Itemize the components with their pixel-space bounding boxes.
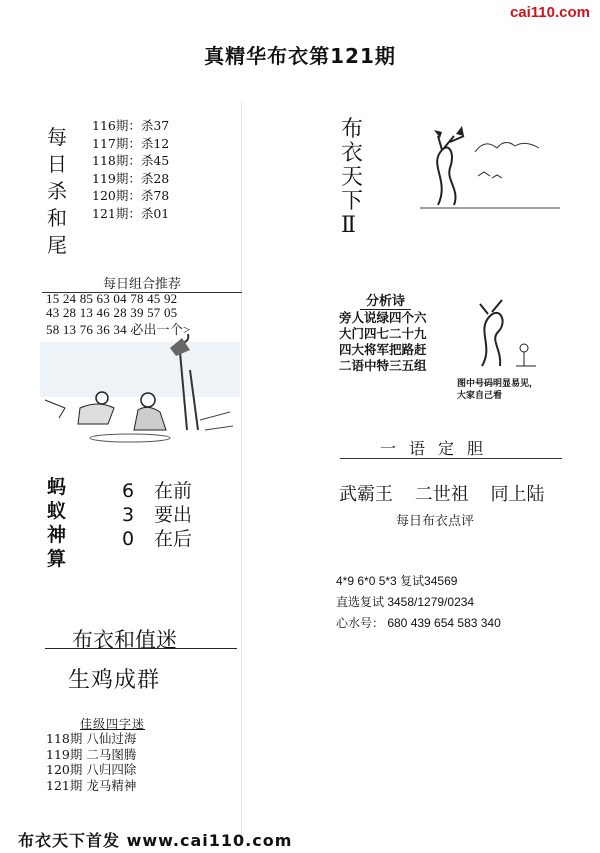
fushi-row: 直选复试 3458/1279/0234 [336, 595, 475, 609]
kill-row: 120期：杀78 [92, 188, 170, 203]
poem-line: 四大将军把路赶 [339, 342, 427, 357]
footer-banner[interactable]: 布衣天下首发 www.cai110.com [18, 831, 293, 850]
kill-label-char: 和 [47, 206, 67, 230]
riddle-title: 佳级四字迷 [80, 717, 146, 731]
daily-review-title: 每日布衣点评 [396, 514, 475, 529]
dingdan-row [339, 480, 560, 506]
kill-row: 119期：杀28 [92, 170, 170, 186]
ant-label-char: 蚂 [47, 476, 67, 498]
ant-label-char: 蚁 [47, 500, 67, 522]
poem-lines [339, 310, 427, 374]
riddle-row: 118期 八仙过海 [46, 731, 137, 746]
ant-label-char: 神 [47, 524, 67, 546]
combo-row: 15 24 85 63 04 78 45 92 [46, 291, 178, 306]
yiyu-divider [340, 458, 562, 459]
kill-row: 118期：杀45 [92, 153, 170, 168]
ant-row [122, 524, 192, 551]
combo-row: 43 28 13 46 28 39 57 05 [46, 305, 178, 320]
ant-num: 6 [122, 480, 135, 502]
hezhi-answer: 生鸡成群 [68, 668, 161, 693]
kill-label [47, 124, 67, 259]
kill-label-char: 杀 [47, 179, 67, 203]
column-divider [241, 100, 242, 835]
ant-num: 3 [122, 504, 135, 526]
kill-list [92, 117, 169, 222]
ant-label-char: 算 [47, 548, 67, 570]
kill-row: 116期：杀37 [92, 118, 170, 133]
riddle-list [46, 731, 136, 793]
riddle-row: 120期 八归四除 [46, 762, 137, 777]
kill-row: 117期：杀12 [92, 135, 170, 151]
combo-title: 每日组合推荐 [42, 273, 242, 293]
dingdan-item: 二世祖 [414, 484, 469, 505]
picture-note [457, 378, 538, 402]
buyi-vertical-title [341, 118, 363, 238]
kill-label-char: 尾 [47, 233, 67, 257]
poem-title: 分析诗 [360, 290, 411, 310]
ant-text: 在前 [154, 480, 193, 502]
picture-note-line: 大家自己看 [457, 391, 503, 401]
vertical-char: 衣 [341, 141, 364, 166]
kill-row: 121期：杀01 [92, 205, 170, 221]
ant-num: 0 [122, 528, 135, 550]
poem-line: 旁人说绿四个六 [339, 310, 427, 325]
poem-line: 大门四七二十九 [339, 326, 427, 341]
number-sketch [462, 296, 557, 371]
combo-row: 58 13 76 36 34 必出一个> [46, 322, 191, 337]
vertical-char: 天 [341, 165, 364, 190]
site-watermark[interactable]: cai110.com [509, 4, 590, 21]
ant-text: 在后 [154, 528, 193, 550]
riddle-row: 119期 二马图腾 [46, 746, 137, 762]
dingdan-item: 同上陆 [490, 484, 545, 505]
picture-note-line: 图中号码明显易见， [457, 379, 539, 389]
scholar-illustration [40, 330, 240, 445]
vertical-char: 下 [341, 189, 364, 214]
yiyu-title: 一语定胆 [380, 439, 497, 458]
kill-label-char: 每 [47, 125, 67, 149]
vertical-char: 布 [341, 117, 364, 142]
page-title: 真精华布衣第121期 [204, 44, 396, 68]
ant-label [47, 475, 66, 571]
fushi-row: 4*9 6*0 5*3 复试34569 [336, 574, 458, 588]
ant-row [122, 476, 192, 503]
hezhi-title: 布衣和值迷 [72, 628, 177, 652]
fushi-row: 心水号： 680 439 654 583 340 [336, 616, 501, 630]
riddle-row: 121期 龙马精神 [46, 777, 137, 793]
poem-line: 二语中特三五组 [339, 358, 427, 373]
hezhi-divider [45, 648, 237, 649]
ant-row [122, 500, 192, 527]
tree-sketch [420, 120, 560, 210]
ant-text: 要出 [154, 504, 193, 526]
kill-label-char: 日 [47, 152, 67, 176]
dingdan-item: 武霸王 [339, 484, 393, 505]
vertical-char: Ⅱ [341, 213, 356, 238]
